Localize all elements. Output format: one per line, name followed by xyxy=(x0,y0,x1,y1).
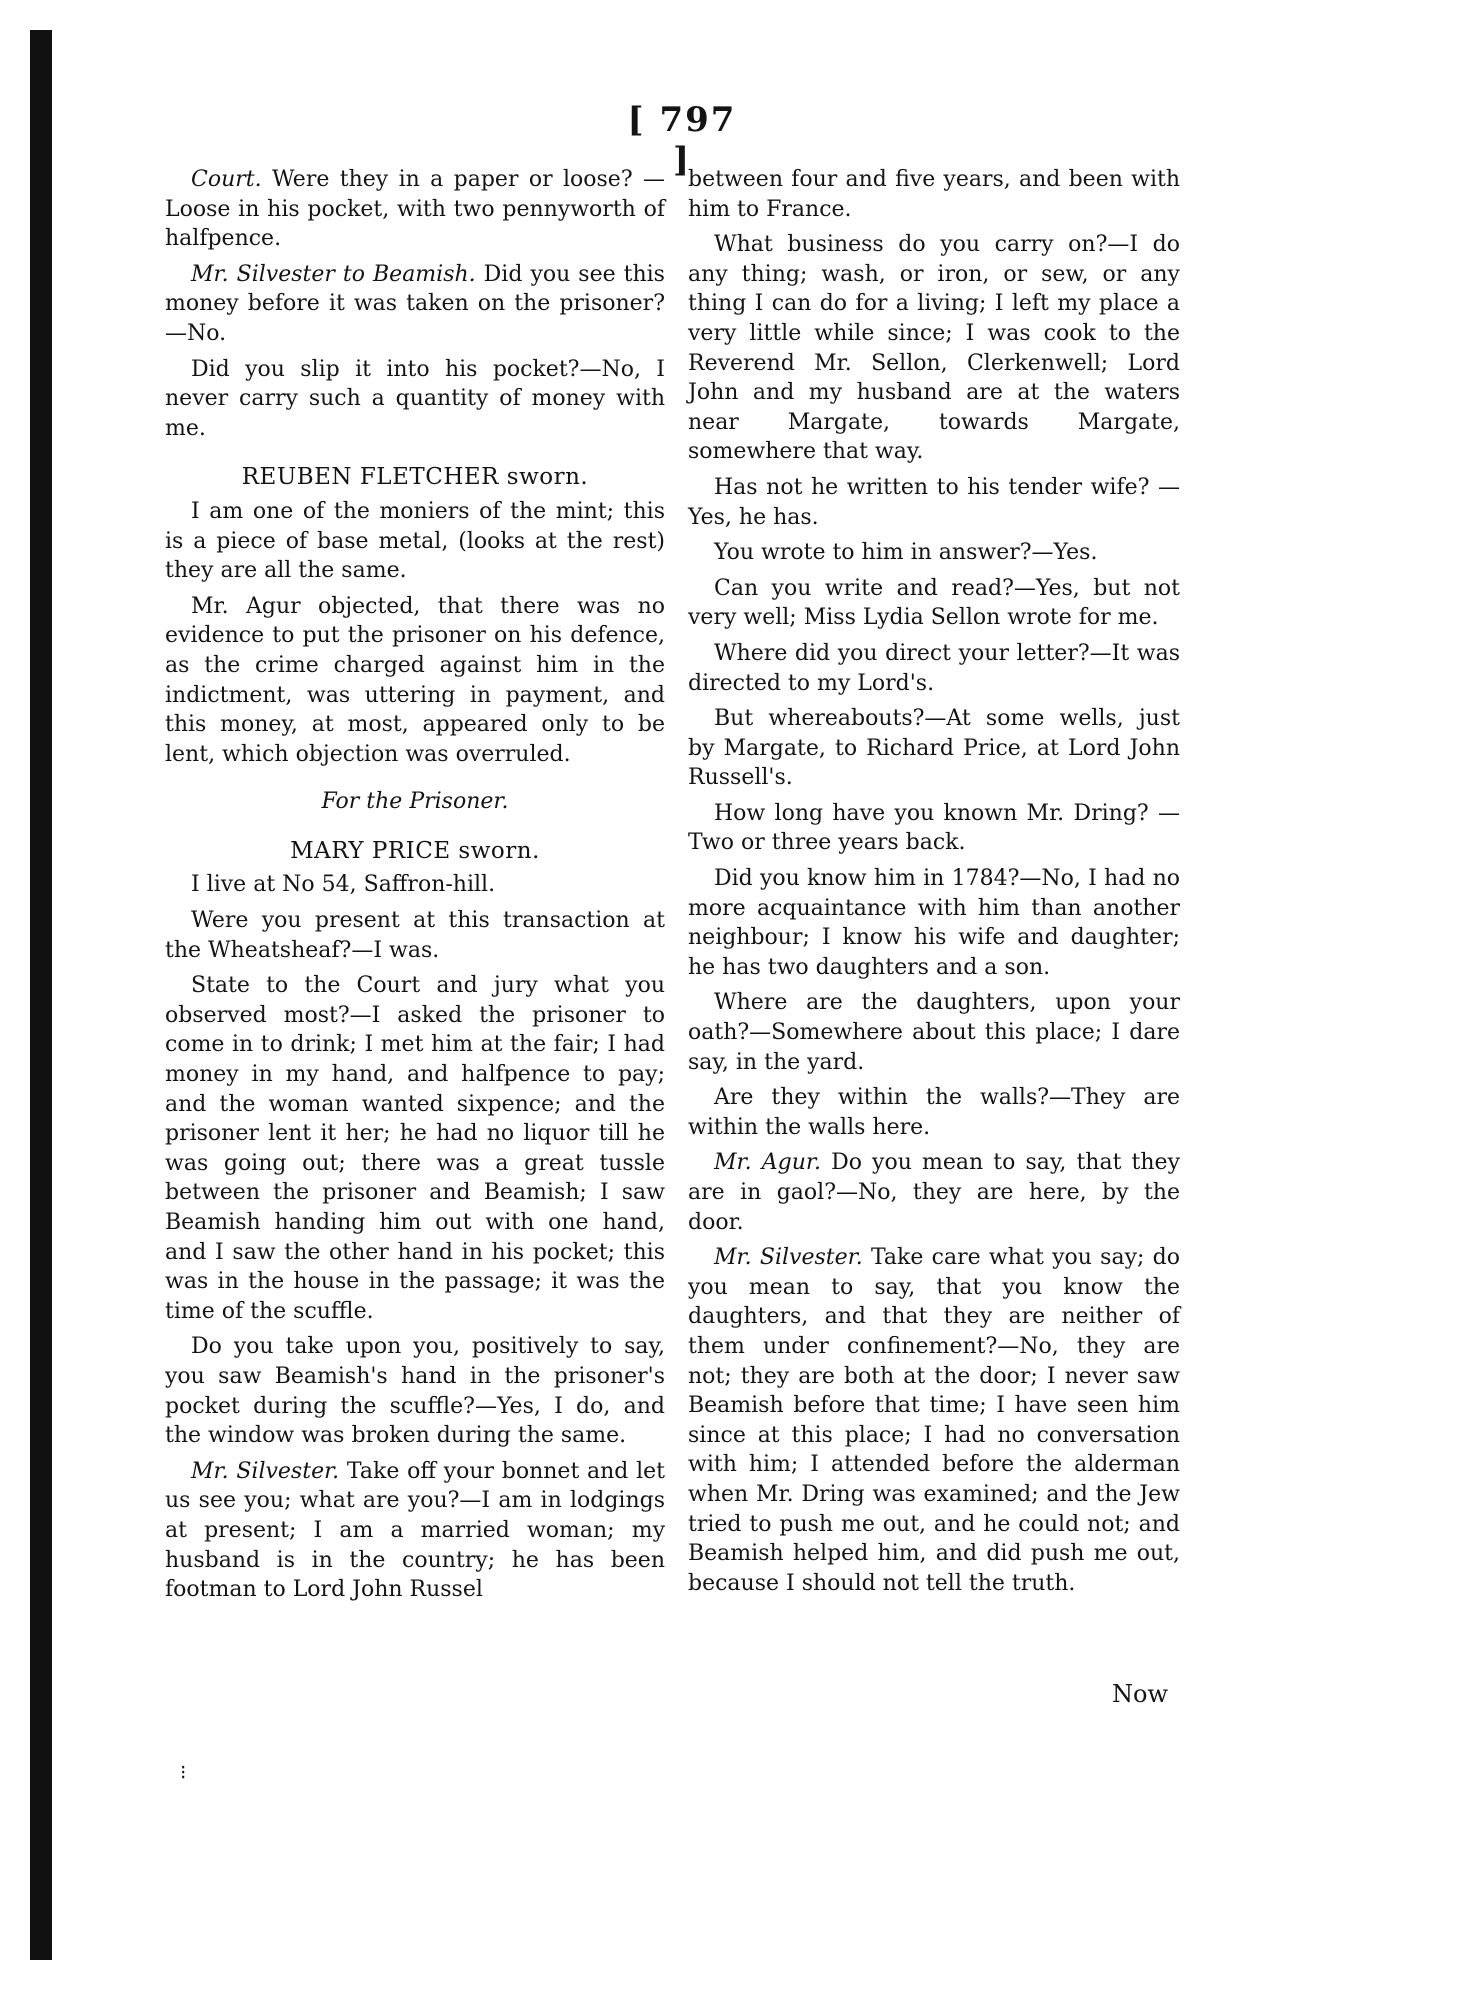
testimony-text: Were they in a paper or loose? —Loose in his pocket, with two pennyworth of halfpence. xyxy=(165,167,665,252)
testimony-text: Where did you direct your letter?—It was directed to my Lord's. xyxy=(688,640,1180,696)
testimony-text: Has not he written to his tender wife? —Yes, he has. xyxy=(688,474,1180,530)
testimony-text: Were you present at this transaction at the Wheatsheaf?—I was. xyxy=(165,908,665,963)
testimony-text: Where are the daughters, upon your oath?—Somewhere about this place; I dare say, in the yard. xyxy=(688,990,1180,1075)
testimony-paragraph xyxy=(165,906,665,965)
speaker-label: Mr. Agur. xyxy=(714,1150,821,1176)
testimony-paragraph xyxy=(165,1332,665,1450)
witness-heading: REUBEN FLETCHER sworn. xyxy=(241,464,589,491)
testimony-text: I live at No 54, Saffron-hill. xyxy=(191,872,496,898)
testimony-text: Mr. Agur objected, that there was no evidence to put the prisoner on his defence, as the crime charged against him in the indictment, was uttering in payment, and this money, at most, appeared only to be lent, which objection was overruled. xyxy=(165,593,665,767)
testimony-text: Did you know him in 1784?—No, I had no more acquaintance with him than another neighbour; I know his wife and daughter; he has two daughters and a son. xyxy=(688,866,1180,980)
left-column xyxy=(165,165,665,1611)
speaker-label: Court. xyxy=(191,167,262,192)
testimony-text: What business do you carry on?—I do any thing; wash, or iron, or sew, or any thing I can do for a living; I left my place a very little while since; I was cook to the Reverend Mr. Sellon, Clerkenwell; Lord John and my husband are at the waters near Margate, towards Margate, somewhere that way. xyxy=(688,232,1180,465)
speaker-label: Mr. Silvester. xyxy=(191,1458,340,1484)
testimony-paragraph xyxy=(688,799,1180,858)
testimony-text: Take care what you say; do you mean to say, that you know the daughters, and that they are neither of them under confinement?—No, they are not; they are both at the door; I never saw Beamish before that time; I have seen him since at this place; I had no conversation with him; I attended before the alderman when Mr. Dring was examined; and the Jew tried to push me out, and he could not; and Beamish helped him, and did push me out, because I should not tell the truth. xyxy=(688,1245,1180,1596)
testimony-text: Can you write and read?—Yes, but not very well; Miss Lydia Sellon wrote for me. xyxy=(688,575,1180,631)
catchword: Now xyxy=(1112,1680,1168,1708)
testimony-paragraph xyxy=(688,165,1180,224)
testimony-text: Did you slip it into his pocket?—No, I never carry such a quantity of money with me. xyxy=(165,356,665,441)
testimony-text: You wrote to him in answer?—Yes. xyxy=(714,540,1098,566)
testimony-paragraph xyxy=(688,574,1180,633)
right-column xyxy=(688,165,1180,1604)
testimony-paragraph xyxy=(165,260,665,349)
testimony-paragraph xyxy=(165,971,665,1326)
testimony-text: Did you see this money before it was taken on the prisoner?—No. xyxy=(165,261,665,346)
page-number: [ 797 ] xyxy=(627,100,737,180)
testimony-text: State to the Court and jury what you observed most?—I asked the prisoner to come in to drink; I met him at the fair; I had money in my hand, and halfpence to pay; and the woman wanted sixpence; and the prisoner lent it her; he had no liquor till he was going out; there was a great tussle between the prisoner and Beamish; I saw Beamish handing him out with one hand, and I saw the other hand in his pocket; this was in the house in the passage; it was the time of the scuffle. xyxy=(165,973,665,1324)
testimony-paragraph xyxy=(165,497,665,586)
testimony-paragraph xyxy=(165,165,665,254)
speaker-label: Mr. Silvester to Beamish. xyxy=(191,261,476,287)
witness-heading: MARY PRICE sworn. xyxy=(290,837,540,864)
testimony-paragraph xyxy=(165,870,665,900)
testimony-paragraph xyxy=(688,1148,1180,1237)
testimony-paragraph xyxy=(688,1083,1180,1142)
testimony-paragraph xyxy=(165,592,665,770)
testimony-paragraph xyxy=(688,1243,1180,1598)
bottom-mark: ⁝ xyxy=(180,1760,187,1784)
testimony-paragraph xyxy=(688,230,1180,467)
testimony-text: How long have you known Mr. Dring? —Two or three years back. xyxy=(688,800,1180,856)
testimony-paragraph xyxy=(688,704,1180,793)
testimony-text: Take off your bonnet and let us see you; what are you?—I am in lodgings at present; I am a married woman; my husband is in the country; he has been footman to Lord John Russel xyxy=(165,1458,665,1603)
testimony-text: between four and five years, and been with him to France. xyxy=(688,167,1180,222)
speaker-label: Mr. Silvester. xyxy=(714,1245,863,1271)
testimony-paragraph xyxy=(165,355,665,444)
scan-edge-shadow xyxy=(30,30,52,1960)
testimony-text: Do you take upon you, positively to say, you saw Beamish's hand in the prisoner's pocket during the scuffle?—Yes, I do, and the window was broken during the same. xyxy=(165,1334,665,1449)
testimony-paragraph xyxy=(688,988,1180,1077)
testimony-paragraph xyxy=(688,639,1180,698)
testimony-paragraph xyxy=(165,1457,665,1605)
testimony-paragraph xyxy=(688,473,1180,532)
testimony-text: Are they within the walls?—They are within the walls here. xyxy=(688,1085,1180,1140)
testimony-text: But whereabouts?—At some wells, just by Margate, to Richard Price, at Lord John Russell's. xyxy=(688,706,1180,791)
testimony-paragraph xyxy=(688,538,1180,568)
section-subheading: For the Prisoner. xyxy=(321,789,509,815)
testimony-text: Do you mean to say, that they are in gaol?—No, they are here, by the door. xyxy=(688,1150,1180,1235)
testimony-text: I am one of the moniers of the mint; this is a piece of base metal, (looks at the rest) they are all the same. xyxy=(165,498,665,584)
testimony-paragraph xyxy=(688,864,1180,982)
